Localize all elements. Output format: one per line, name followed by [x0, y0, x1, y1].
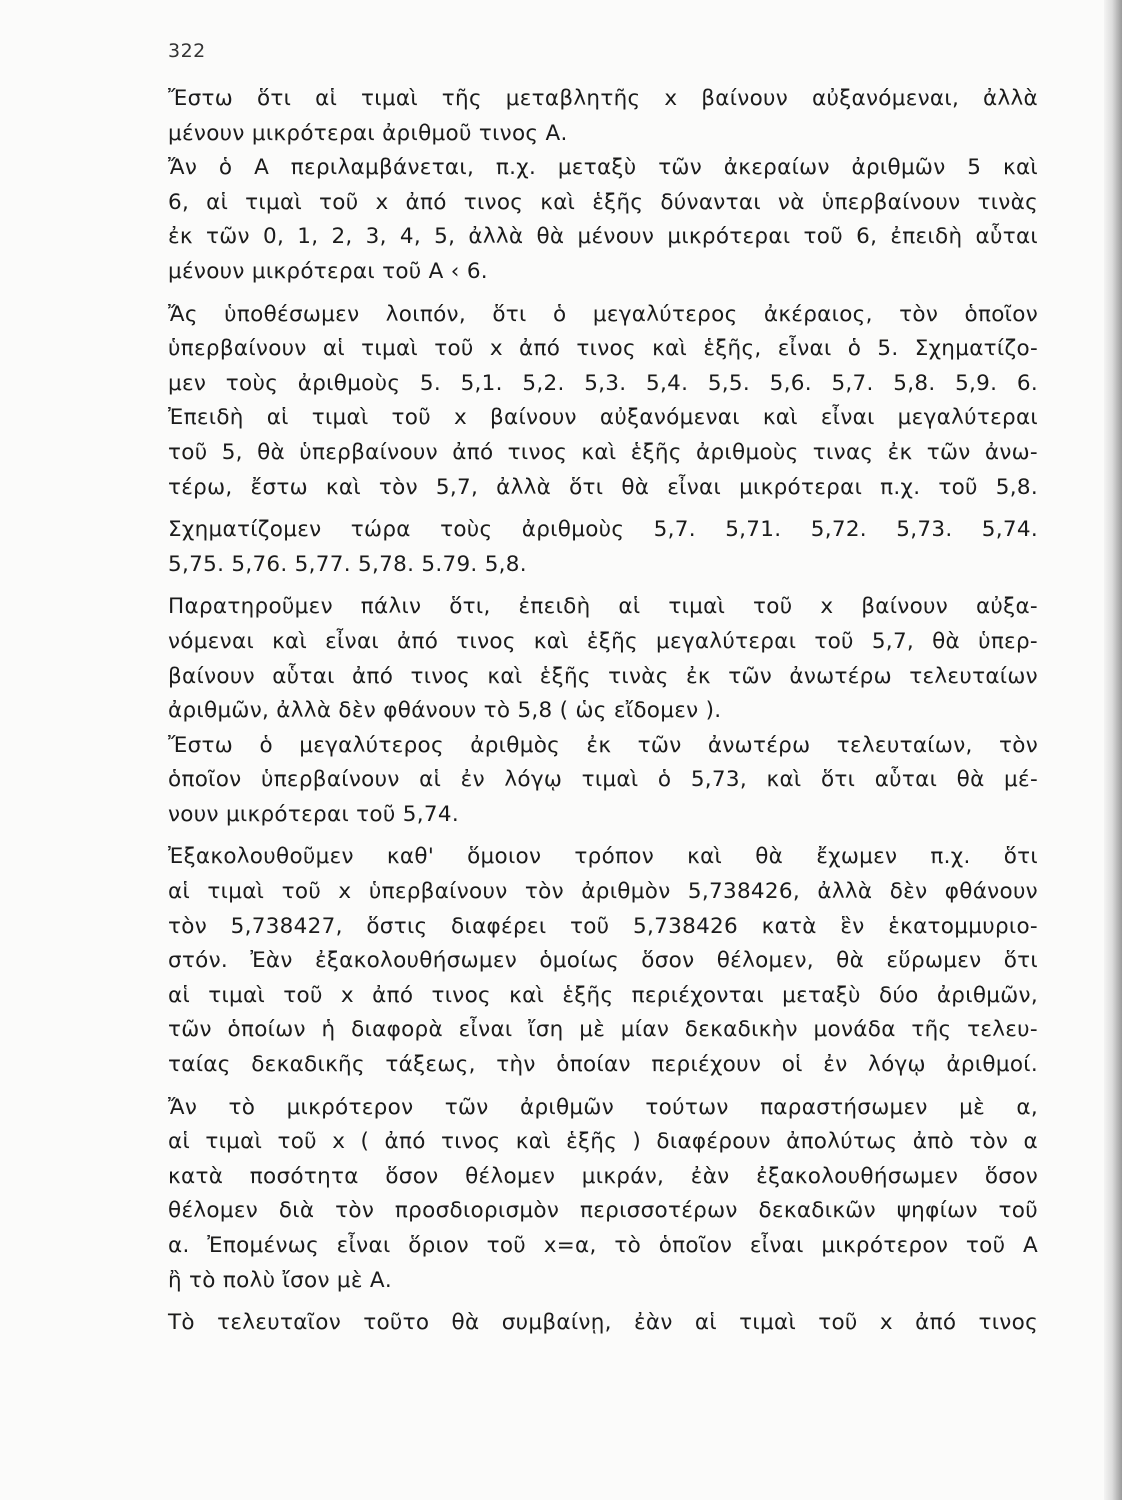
text-line: ὁποῖον ὑπερβαίνουν αἱ ἐν λόγῳ τιμαὶ ὁ 5,73, καὶ ὅτι αὗται θὰ μέ-	[168, 767, 1038, 793]
page-number: 322	[168, 40, 206, 62]
text-line: μεν τοὺς ἀριθμοὺς 5. 5,1. 5,2. 5,3. 5,4. 5,5. 5,6. 5,7. 5,8. 5,9. 6.	[168, 370, 1038, 396]
text-line: Ἐπειδὴ αἱ τιμαὶ τοῦ x βαίνουν αὐξανόμεναι καὶ εἶναι μεγαλύτεραι	[168, 405, 1038, 431]
text-line: Παρατηροῦμεν πάλιν ὅτι, ἐπειδὴ αἱ τιμαὶ τοῦ x βαίνουν αὐξα-	[168, 594, 1038, 620]
text-line: 5,75. 5,76. 5,77. 5,78. 5.79. 5,8.	[168, 551, 527, 577]
text-line: ἢ τὸ πολὺ ἴσον μὲ Α.	[168, 1267, 393, 1293]
body-text	[168, 82, 1038, 1341]
text-line: αἱ τιμαὶ τοῦ x ἀπό τινος καὶ ἑξῆς περιέχονται μεταξὺ δύο ἀριθμῶν,	[168, 982, 1038, 1008]
text-line: θέλομεν διὰ τὸν προσδιορισμὸν περισσοτέρων δεκαδικῶν ψηφίων τοῦ	[168, 1198, 1038, 1224]
text-line: νόμεναι καὶ εἶναι ἀπό τινος καὶ ἑξῆς μεγαλύτεραι τοῦ 5,7, θὰ ὑπερ-	[168, 628, 1038, 654]
text-line: ἀριθμῶν, ἀλλὰ δὲν φθάνουν τὸ 5,8 ( ὡς εἴδομεν ).	[168, 698, 722, 724]
text-line: βαίνουν αὗται ἀπό τινος καὶ ἑξῆς τινὰς ἐκ τῶν ἀνωτέρω τελευταίων	[168, 663, 1038, 689]
text-line: ταίας δεκαδικῆς τάξεως, τὴν ὁποίαν περιέχουν οἱ ἐν λόγῳ ἀριθμοί.	[168, 1052, 1038, 1078]
text-line: Σχηματίζομεν τώρα τοὺς ἀριθμοὺς 5,7. 5,71. 5,72. 5,73. 5,74.	[168, 517, 1038, 543]
text-line: 6, αἱ τιμαὶ τοῦ x ἀπό τινος καὶ ἑξῆς δύνανται νὰ ὑπερβαίνουν τινὰς	[168, 189, 1038, 215]
text-line: ὑπερβαίνουν αἱ τιμαὶ τοῦ x ἀπό τινος καὶ ἑξῆς, εἶναι ὁ 5. Σχηματίζο-	[168, 336, 1038, 362]
text-line: τῶν ὁποίων ἡ διαφορὰ εἶναι ἴση μὲ μίαν δεκαδικὴν μονάδα τῆς τελευ-	[168, 1017, 1038, 1043]
text-line: Ἄς ὑποθέσωμεν λοιπόν, ὅτι ὁ μεγαλύτερος ἀκέραιος, τὸν ὁποῖον	[168, 301, 1038, 327]
text-line: ἐκ τῶν 0, 1, 2, 3, 4, 5, ἀλλὰ θὰ μένουν μικρότεραι τοῦ 6, ἐπειδὴ αὗται	[168, 224, 1038, 250]
text-line: κατὰ ποσότητα ὅσον θέλομεν μικράν, ἐὰν ἐξακολουθήσωμεν ὅσον	[168, 1163, 1038, 1189]
text-line: τὸν 5,738427, ὅστις διαφέρει τοῦ 5,738426 κατὰ ἓν ἑκατομμυριο-	[168, 913, 1038, 939]
text-line: Ἔστω ὁ μεγαλύτερος ἀριθμὸς ἐκ τῶν ἀνωτέρω τελευταίων, τὸν	[168, 732, 1038, 758]
text-line: αἱ τιμαὶ τοῦ x ὑπερβαίνουν τὸν ἀριθμὸν 5,738426, ἀλλὰ δὲν φθάνουν	[168, 879, 1038, 905]
text-line: νουν μικρότεραι τοῦ 5,74.	[168, 801, 459, 827]
text-line: στόν. Ἐὰν ἐξακολουθήσωμεν ὁμοίως ὅσον θέλομεν, θὰ εὕρωμεν ὅτι	[168, 948, 1038, 974]
text-line: Τὸ τελευταῖον τοῦτο θὰ συμβαίνῃ, ἐὰν αἱ τιμαὶ τοῦ x ἀπό τινος	[168, 1310, 1038, 1336]
text-line: Ἔστω ὅτι αἱ τιμαὶ τῆς μεταβλητῆς x βαίνουν αὐξανόμεναι, ἀλλὰ	[168, 86, 1038, 111]
text-line: Ἄν τὸ μικρότερον τῶν ἀριθμῶν τούτων παραστήσωμεν μὲ α,	[168, 1094, 1038, 1120]
text-line: α. Ἐπομένως εἶναι ὅριον τοῦ x=α, τὸ ὁποῖον εἶναι μικρότερον τοῦ Α	[168, 1233, 1038, 1258]
text-line: τοῦ 5, θὰ ὑπερβαίνουν ἀπό τινος καὶ ἑξῆς ἀριθμοὺς τινας ἐκ τῶν ἀνω-	[168, 439, 1038, 465]
text-line: μένουν μικρότεραι τοῦ Α ‹ 6.	[168, 258, 488, 284]
text-line: αἱ τιμαὶ τοῦ x ( ἀπό τινος καὶ ἑξῆς ) διαφέρουν ἀπολύτως ἀπὸ τὸν α	[168, 1129, 1038, 1155]
page-edge-shadow	[1104, 0, 1122, 1500]
text-line: Ἐξακολουθοῦμεν καθ' ὅμοιον τρόπον καὶ θὰ ἔχωμεν π.χ. ὅτι	[168, 844, 1038, 870]
text-line: τέρω, ἔστω καὶ τὸν 5,7, ἀλλὰ ὅτι θὰ εἶναι μικρότεραι π.χ. τοῦ 5,8.	[168, 474, 1038, 500]
text-line: μένουν μικρότεραι ἀριθμοῦ τινος Α.	[168, 120, 568, 146]
text-line: Ἄν ὁ Α περιλαμβάνεται, π.χ. μεταξὺ τῶν ἀκεραίων ἀριθμῶν 5 καὶ	[168, 155, 1038, 181]
